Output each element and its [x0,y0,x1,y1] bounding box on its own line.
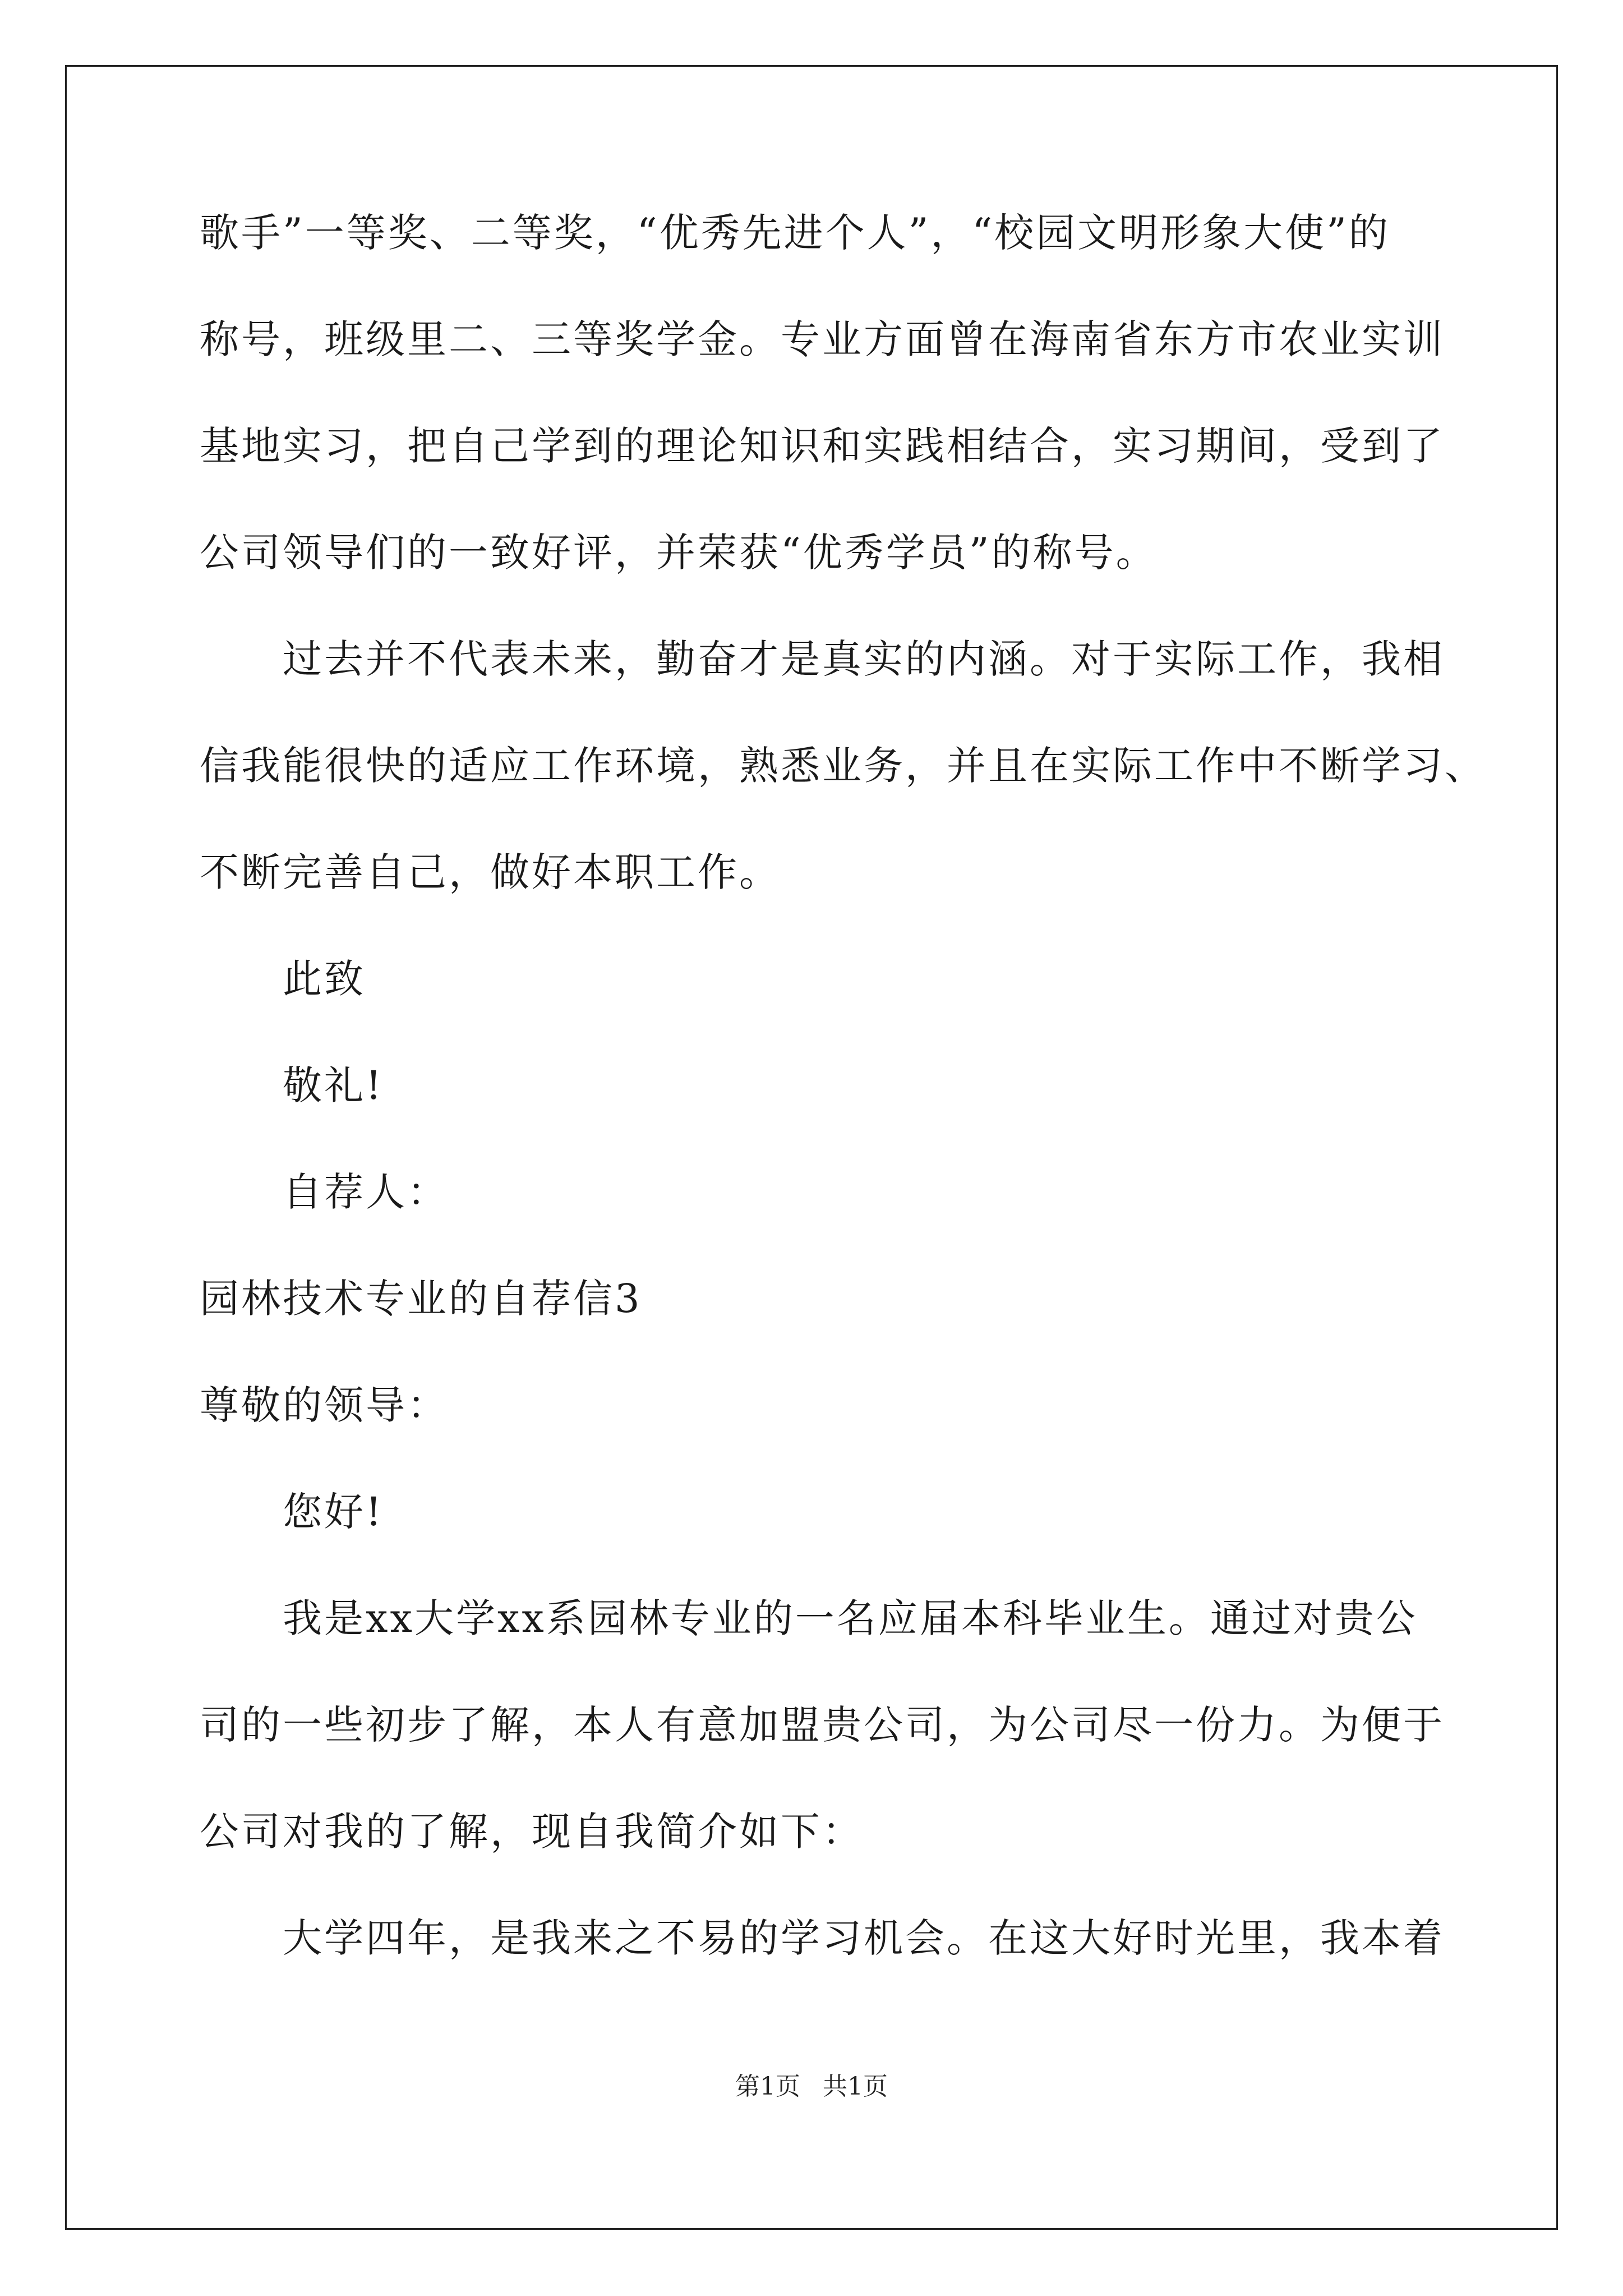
text-line: 基地实习，把自己学到的理论知识和实践相结合，实习期间，受到了 [200,423,1445,469]
text-line: 我是xx大学xx系园林专业的一名应届本科毕业生。通过对贵公 [283,1595,1418,1641]
section-title: 园林技术专业的自荐信3 [200,1276,642,1322]
text-line: 信我能很快的适应工作环境，熟悉业务，并且在实际工作中不断学习、 [200,743,1486,789]
text-line: 称号，班级里二、三等奖学金。专业方面曾在海南省东方市农业实训 [200,316,1445,362]
text-line: 过去并不代表未来，勤奋才是真实的内涵。对于实际工作，我相 [283,636,1445,682]
total-pages: 共1页 [823,2072,888,2101]
greeting-addressee: 尊敬的领导： [200,1382,449,1428]
text-line: 歌手”一等奖、二等奖，“优秀先进个人”，“校园文明形象大使”的 [200,210,1390,256]
signature-label: 自荐人： [283,1169,449,1215]
closing-salutation: 此致 [283,956,366,1002]
text-line: 司的一些初步了解，本人有意加盟贵公司，为公司尽一份力。为便于 [200,1702,1445,1748]
text-line: 大学四年，是我来之不易的学习机会。在这大好时光里，我本着 [283,1915,1445,1961]
text-line: 公司领导们的一致好评，并荣获“优秀学员”的称号。 [200,530,1158,576]
text-line: 公司对我的了解，现自我简介如下： [200,1809,864,1855]
page-footer [0,2070,1623,2104]
page-number: 第1页 [735,2072,800,2101]
text-line: 不断完善自己，做好本职工作。 [200,849,781,895]
closing-regards: 敬礼! [283,1062,384,1108]
page-border [65,65,1558,2230]
greeting: 您好! [283,1489,384,1535]
